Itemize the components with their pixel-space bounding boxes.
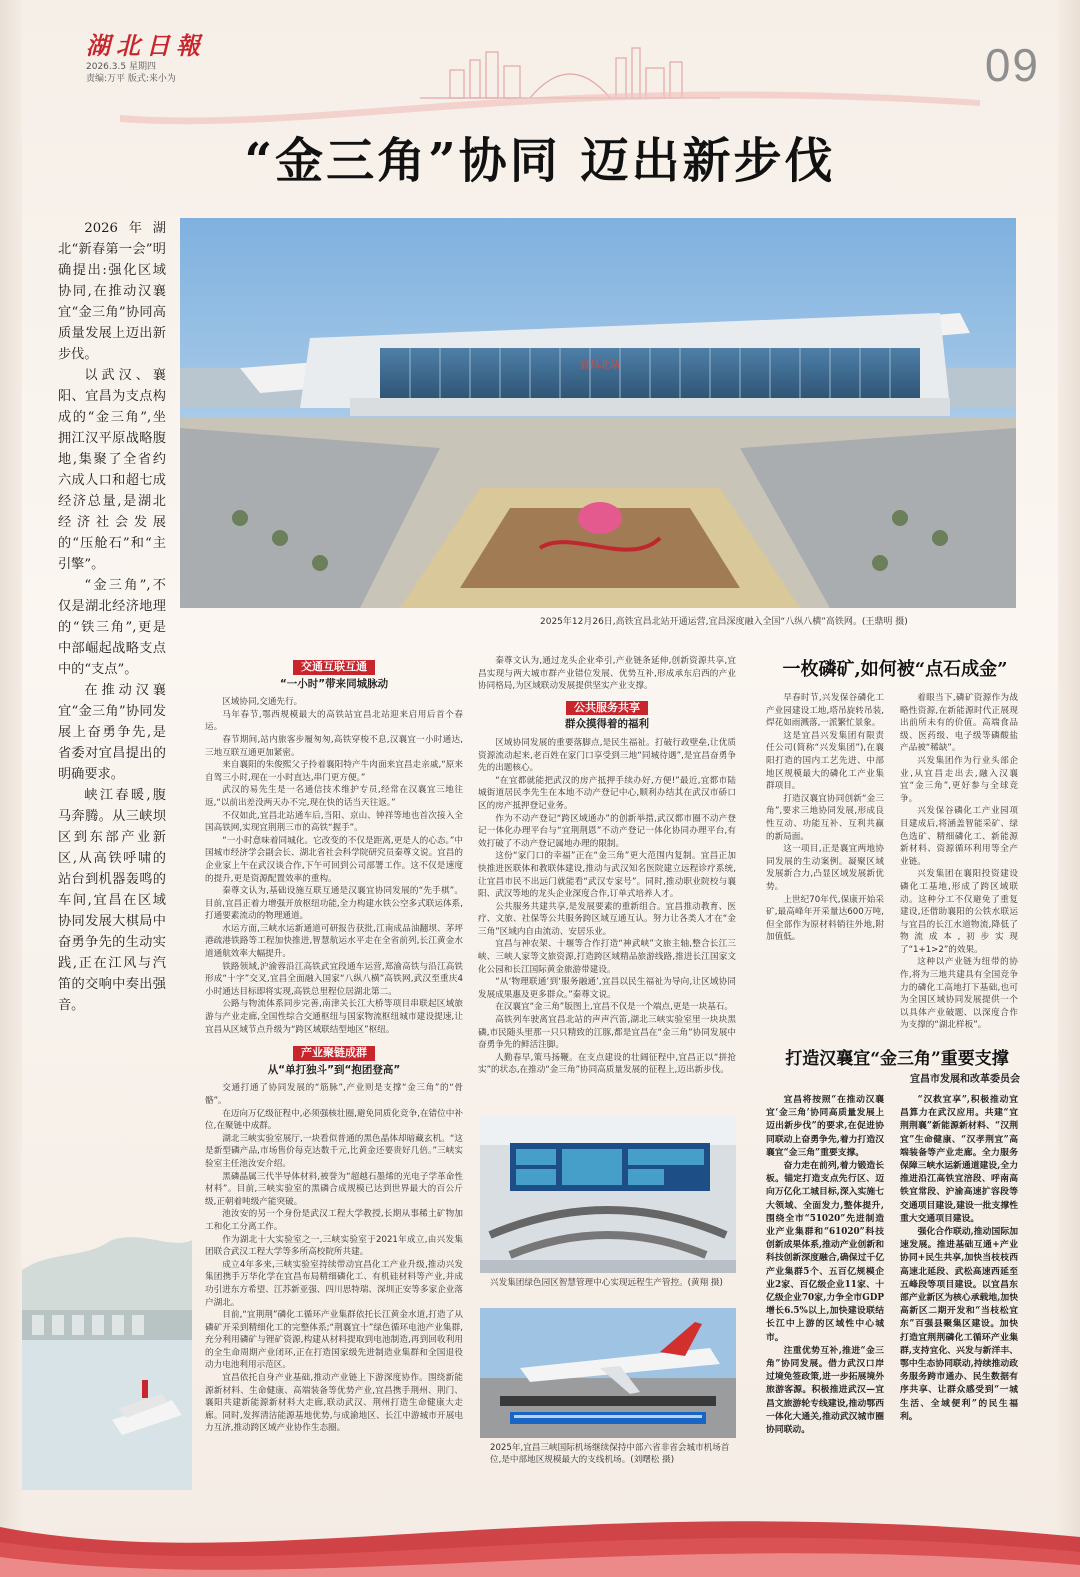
- right-article-2-column-a: [766, 1094, 884, 1437]
- station-sign: 宜昌北站: [580, 360, 620, 371]
- body-paragraph: 作为湖北十大实验室之一,三峡实验室于2021年成立,由兴发集团联合武汉工程大学等多所高校院所共建。: [205, 1234, 463, 1258]
- right-article-2-author: 宜昌市发展和改革委员会: [910, 1074, 1020, 1085]
- date-line: 2026.3.5 星期四: [86, 62, 156, 72]
- photo-caption-airport: 2025年,宜昌三峡国际机场继续保持中部六省非省会城市机场首位,是中部地区规模最大的支线机场。(刘曙松 摄): [490, 1443, 730, 1465]
- body-paragraph: 秦尊文认为,基础设施互联互通是汉襄宜协同发展的“先手棋”。目前,宜昌正着力增强开放枢纽功能,全力构建水铁公空多式联运体系,打通要素流动的物理通道。: [205, 886, 463, 922]
- body-paragraph: 池汝安的另一个身份是武汉工程大学教授,长期从事稀土矿物加工和化工分离工作。: [205, 1209, 463, 1232]
- body-paragraph: 这种以产业链为纽带的协作,将为三地共建具有全国竞争力的磷化工高地打下基础,也可为全国区域协同发展提供一个以具体产业破题、以深度合作为支撑的“湖北样板”。: [900, 957, 1018, 1031]
- section-subtitle-public-service: 群众摸得着的福利: [565, 718, 649, 731]
- body-paragraph: 目前,“宜荆荆”磷化工循环产业集群依托长江黄金水道,打造了从磷矿开采到精细化工的完整体系;“荆襄宜十”绿色循环电池产业集群,充分利用磷矿与锂矿资源,构建从材料提取到电池制造,再到回收利用的全生命周期产业闭环,正在打造国家级先进制造业集群和全国退役动力电池利用示范区。: [205, 1310, 463, 1371]
- section-tag-transport: 交通互联互通: [293, 660, 375, 675]
- body-paragraph: 着眼当下,磷矿资源作为战略性资源,在新能源时代正展现出前所未有的价值。高端食品级、医药级、电子级等磷酸盐产品被“稀缺”。: [900, 693, 1018, 754]
- body-paragraph: 公共服务共建共享,是发展要素的重新组合。宜昌推动教育、医疗、文旅、社保等公共服务跨区域互通互认。努力让各类人才在“金三角”区域内自由流动、安居乐业。: [478, 901, 736, 937]
- body-paragraph: “从‘物理联通’到‘服务融通’,宜昌以民生福祉为导向,让区域协同发展成果惠及更多群众。”秦尊文说。: [478, 977, 736, 1000]
- airport-illustration-icon: [480, 1308, 736, 1438]
- body-paragraph: 黑磷晶属三代半导体材料,被誉为“超越石墨烯的光电子学革命性材料”。目前,三峡实验室的黑磷合成规模已达到世界最大的百公斤级,正朝着吨级产能突破。: [205, 1171, 463, 1207]
- headline: “金三角”协同 迈出新步伐: [244, 133, 836, 189]
- body-paragraph: 这份“家门口的幸福”正在“金三角”更大范围内复制。宜昌正加快推进医联体和教联体建设,推动与武汉知名医院建立远程诊疗系统,让宜昌市民不出远门就能看“武汉专家号”。同时,推动职业院校与襄阳、武汉等地的龙头企业深度合作,订单式培养人才。: [478, 851, 736, 900]
- article-column-1: [205, 660, 463, 1435]
- body-paragraph: 奋力走在前列,着力锻造长板。锚定打造支点先行区、迈向万亿化工城目标,深入实施七大领域、全面发力,整体提升,围绕全市“51020”先进制造业产业集群和“61020”科技创新成果体系,推动产业创新和科技创新深度融合,确保过千亿产业集群5个、五百亿规模企业2家、百亿级企业11家、十亿级企业70家,力争全市GDP增长6.5%以上,加快建设联结长江中上游的区域性中心城市。: [766, 1161, 884, 1343]
- body-paragraph: 人勤春早,策马扬鞭。在支点建设的壮阔征程中,宜昌正以“拼抢实”的状态,在推动“金三角”协同高质量发展的征程上,迈出新步伐。: [478, 1052, 736, 1076]
- body-paragraph: 不仅如此,宜昌北站通车后,当阳、京山、钟祥等地也首次接入全国高铁网,实现宜荆荆三市的高铁“握手”。: [205, 810, 463, 834]
- ribbon-decoration-icon: [120, 60, 980, 130]
- bottom-wave-decoration-icon: [0, 1487, 1080, 1577]
- body-paragraph: “汉救宜享”,积极推动宜昌算力在武汉应用。共建“宜荆荆襄”新能源新材料、“汉荆宜”生命健康、“汉孝荆宜”高端装备等产业走廊。全力服务保障三峡水运新通道建设,全力推进沿江高铁宜涪段、呼南高铁宜常段、沪渝高速扩容段等交通项目建设,建设一批支撑性重大交通项目建设。: [900, 1095, 1018, 1224]
- body-paragraph: 秦尊文认为,通过龙头企业牵引,产业链条延伸,创新资源共享,宜昌实现与两大城市群产业错位发展、优势互补,形成承东启西的产业协同格局,为区域联动发展提供坚实产业支撑。: [478, 656, 736, 692]
- right-article-1-title: 一枚磷矿,如何被“点石成金”: [782, 659, 1008, 680]
- body-paragraph: 来自襄阳的朱俊熙父子拎着襄阳特产牛肉面来宜昌走亲戚,“原来自驾三小时,现在一小时直达,串门更方便。”: [205, 760, 463, 783]
- body-paragraph: “一小时意味着同城化。它改变的不仅是距离,更是人的心态。”中国城市经济学会副会长、湖北省社会科学院研究员秦尊文说。宜昌的企业家上午在武汉谈合作,下午可回到公司部署工作。这不仅是速度的提升,更是资源配置效率的重构。: [205, 835, 463, 884]
- body-paragraph: 区域协同发展的重要落脚点,是民生福祉。打破行政壁垒,让优质资源流动起来,老百姓在家门口享受到三地“同城待遇”,是宜昌奋勇争先的出题核心。: [478, 737, 736, 774]
- section-tag-industry: 产业聚链成群: [293, 1046, 375, 1061]
- lead-paragraph: 峡江春暖,腹马奔腾。从三峡坝区到东部产业新区,从高铁呼啸的站台到机器轰鸣的车间,宜昌在区域协同发展大棋局中奋勇争先的生动实践,正在江风与汽笛的交响中奏出强音。: [58, 788, 166, 1013]
- photo-control-center: [480, 1115, 736, 1273]
- body-paragraph: 马年春节,鄂西规模最大的高铁站宜昌北站迎来启用后首个春运。: [205, 709, 463, 733]
- body-paragraph: 湖北三峡实验室展厅,一块看似普通的黑色晶体却暗藏玄机。“这是新型磷产品,市场售价每克达数千元,比黄金还要贵好几倍。”三峡实验室主任池汝安介绍。: [205, 1133, 463, 1169]
- body-paragraph: 宜昌将按照“在推动汉襄宜‘金三角’协同高质量发展上迈出新步伐”的要求,在促进协同联动上奋勇争先,着力打造汉襄宜“金三角”重要支撑。: [766, 1095, 884, 1158]
- body-paragraph: 公路与物流体系同步完善,南津关长江大桥等项目串联起区域旅游与产业走廊,全国性综合交通枢纽与国家物流枢纽城市建设提速,让宜昌从区域节点升级为“跨区域联结型地区”枢纽。: [205, 999, 463, 1035]
- section-subtitle-industry: 从“单打独斗”到“抱团登高”: [267, 1063, 401, 1076]
- body-paragraph: 作为不动产登记“跨区域通办”的创新举措,武汉都市圈不动产登记一体化办理平台与“宜荆荆恩”不动产登记一体化协同办理平台,有效打破了不动产登记属地办理的限制。: [478, 813, 736, 849]
- body-paragraph: 打造汉襄宜协同创新“金三角”,要求三地协同发展,形成良性互动、功能互补、互利共赢的新局面。: [766, 793, 884, 842]
- body-paragraph: 高铁列车驶离宜昌北站的声声汽笛,湖北三峡实验室里一块块黑磷,市民随头里那一只只精致的江豚,都是宜昌在“金三角”协同发展中奋勇争先的鲜活注脚。: [478, 1015, 736, 1051]
- body-paragraph: 武汉的易先生是一名通信技术维护专员,经常在汉襄宜三地往返,“以前出差没两天办不完,现在快的话当天往返。”: [205, 785, 463, 808]
- right-article-2-column-b: [900, 1094, 1018, 1424]
- body-paragraph: 这一项目,正是襄宜两地协同发展的生动案例。凝聚区域发展新合力,凸显区域发展新优势。: [766, 844, 884, 892]
- hero-photo-station: [180, 218, 1016, 608]
- right-article-1-column-a: [766, 692, 884, 944]
- body-paragraph: 铁路领域,沪渝蓉沿江高铁武宜段通车运营,郑渝高铁与沿江高铁形成“十字”交叉,宜昌全面融入国家“八纵八横”高铁网,武汉至重庆4小时通达目标即将实现,高铁总里程位居湖北第二。: [205, 961, 463, 997]
- body-paragraph: 宜昌与神农架、十堰等合作打造“神武峡”文旅主轴,整合长江三峡、三峡人家等文旅资源,打造跨区域精品旅游线路,推进长江国家文化公园和长江国际黄金旅游带建设。: [478, 939, 736, 975]
- three-gorges-illustration-icon: [22, 1230, 192, 1490]
- body-paragraph: 兴发集团作为行业头部企业,从宜昌走出去,融入汉襄宜“金三角”,更好参与全球竞争。: [900, 755, 1018, 804]
- body-paragraph: 成立4年多来,三峡实验室持续带动宜昌化工产业升级,推动兴发集团携手万华化学在宜昌布局精细磷化工、有机硅材料等产业,并成功引进东方希望、江苏新亚强、四川思特瑞、深圳正安等多家企业落户湖北。: [205, 1259, 463, 1308]
- body-paragraph: 宜昌依托自身产业基础,推动产业链上下游深度协作。围绕新能源新材料、生命健康、高端装备等优势产业,宜昌携手荆州、荆门、襄阳共建新能源新材料大走廊,联动武汉、荆州打造生命健康大走廊。同时,发挥清洁能源基地优势,与成渝地区、长江中游城市开展电力互济,推动跨区域产业协作生态圈。: [205, 1373, 463, 1434]
- control-center-illustration-icon: [480, 1115, 736, 1273]
- body-paragraph: 上世纪70年代,保康开始采矿,最高峰年开采量达600万吨,但全部作为原材料销往外地,附加值低。: [766, 894, 884, 943]
- body-paragraph: 注重优势互补,推进“金三角”协同发展。借力武汉口岸过境免签政策,进一步拓展境外旅游客源。积极推进武汉—宜昌文旅游轮专线建设,推动鄂西一体化大通关,推动武汉城市圈协同联动。: [766, 1345, 884, 1436]
- body-paragraph: 强化合作联动,推动国际加速发展。推进基础互通+产业协同+民生共享,加快当枝枝西高速北延段、武松高速西延至五峰段等项目建设。以宜昌东部产业新区为核心承载地,加快高新区二期开发和“当枝松宜东”百强县聚集区建设。加快打造宜荆荆磷化工循环产业集群,支持宜化、兴发与新洋丰、鄂中生态协同联动,持续推动政务服务跨市通办、民生数据有序共享、让群众感受到“一城生活、全域便利”的民生福利。: [900, 1227, 1018, 1422]
- photo-airport: [480, 1308, 736, 1438]
- body-paragraph: 在汉襄宜“金三角”版图上,宜昌不仅是一个端点,更是一块基石。: [495, 1002, 733, 1013]
- station-illustration-icon: [180, 218, 1016, 608]
- paper-name: 湖北日報: [86, 31, 206, 60]
- body-paragraph: 兴发集团在襄阳投资建设磷化工基地,形成了跨区域联动。这种分工不仅避免了重复建设,还借助襄阳的公铁水联运与宜昌的长江水道物流,降低了物流成本,初步实现了“1+1>2”的效果。: [900, 869, 1018, 955]
- body-paragraph: 区域协同,交通先行。: [222, 697, 303, 708]
- article-column-2: [478, 655, 736, 1077]
- left-border: [0, 0, 22, 1577]
- body-paragraph: 早春时节,兴发保谷磷化工产业园建设工地,塔吊旋转吊装,焊花如雨溅落,一派繁忙景象。: [766, 693, 884, 729]
- body-paragraph: 这是宜昌兴发集团有限责任公司(简称“兴发集团”),在襄阳打造的国内工艺先进、中部地区规模最大的磷化工产业集群项目。: [766, 730, 884, 792]
- section-subtitle-transport: “一小时”带来同城脉动: [279, 677, 389, 690]
- right-article-2-title: 打造汉襄宜“金三角”重要支撑: [785, 1049, 1009, 1069]
- lead-paragraph: “金三角”,不仅是湖北经济地理的“铁三角”,更是中部崛起战略支点中的“支点”。: [58, 578, 166, 677]
- body-paragraph: 水运方面,三峡水运新通道可研报告获批,江南成品油翻坝、茅坪港疏港铁路等工程加快推进,智慧航运水平走在全省前列,长江黄金水道通航效率大幅提升。: [205, 923, 463, 960]
- section-tag-public-service: 公共服务共享: [566, 701, 648, 716]
- lead-paragraph: 在推动汉襄宜“金三角”协同发展上奋勇争先,是省委对宜昌提出的明确要求。: [58, 683, 166, 782]
- body-paragraph: 春节期间,站内旅客步履匆匆,高铁穿梭不息,汉襄宜一小时通达,三地互联互通更加紧密。: [205, 734, 463, 758]
- page-number: 09: [984, 39, 1040, 91]
- photo-caption-control-center: 兴发集团绿色园区智慧管理中心实现远程生产管控。(黄翔 摄): [490, 1278, 723, 1288]
- body-paragraph: 在迈向万亿级征程中,必须强核壮圈,避免同质化竞争,在错位中补位,在聚链中成群。: [205, 1108, 463, 1132]
- right-border: [1058, 0, 1080, 1577]
- hero-photo-caption: 2025年12月26日,高铁宜昌北站开通运营,宜昌深度融入全国“八纵八横”高铁网。(王鼎明 摄): [540, 617, 908, 627]
- lead-paragraph: 2026年湖北“新春第一会”明确提出:强化区域协同,在推动汉襄宜“金三角”协同高质量发展上迈出新步伐。: [58, 221, 166, 362]
- body-paragraph: “在宜都就能把武汉的房产抵押手续办好,方便!”最近,宜都市陆城街道居民李先生在本地不动产登记中心,顺利办结其在武汉市硚口区的房产抵押登记业务。: [478, 775, 736, 811]
- lead-column: [58, 218, 166, 1016]
- lead-paragraph: 以武汉、襄阳、宜昌为支点构成的“金三角”,坐拥江汉平原战略腹地,集聚了全省约六成人口和超七成经济总量,是湖北经济社会发展的“压舱石”和“主引擎”。: [58, 368, 166, 572]
- body-paragraph: 交通打通了协同发展的“筋脉”,产业则是支撑“金三角”的“骨骼”。: [205, 1083, 463, 1106]
- right-article-1-column-b: [900, 692, 1018, 1032]
- editor-line: 责编:万平 版式:来小为: [86, 74, 176, 84]
- body-paragraph: 兴发保谷磷化工产业园项目建成后,将涵盖智能采矿、绿色选矿、精细磷化工、新能源新材料、资源循环利用等全产业链。: [900, 806, 1018, 867]
